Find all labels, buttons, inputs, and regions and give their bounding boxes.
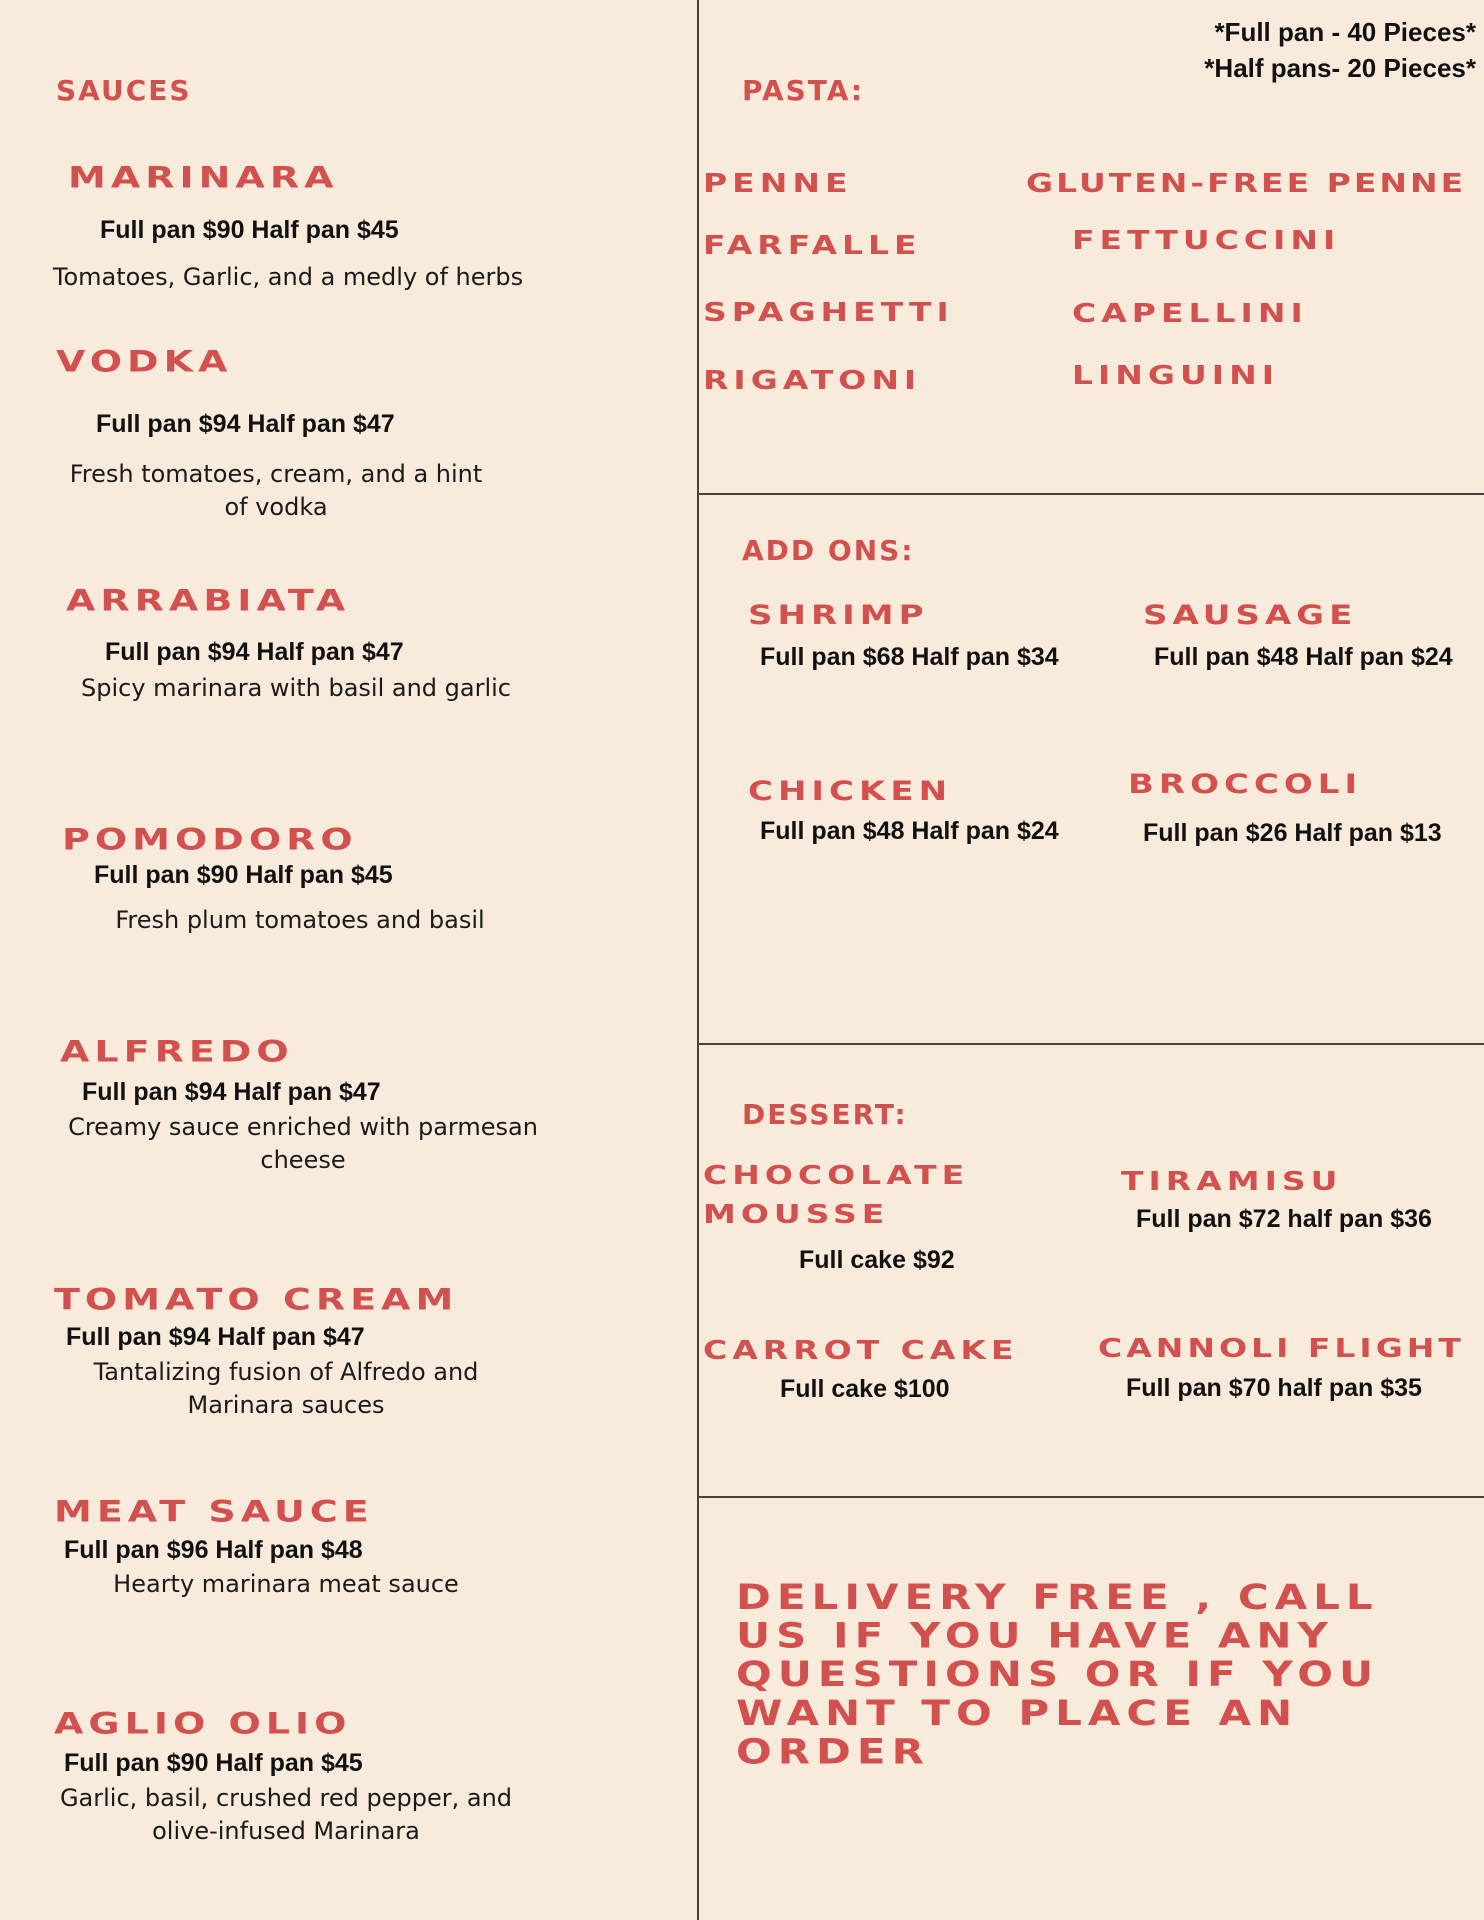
sauce-price: Full pan $90 Half pan $45	[64, 1749, 363, 1777]
addon-price: Full pan $48 Half pan $24	[760, 817, 1059, 845]
sauce-description: Tomatoes, Garlic, and a medly of herbs	[52, 263, 524, 291]
sauce-price: Full pan $96 Half pan $48	[64, 1536, 363, 1564]
dessert-price: Full cake $92	[799, 1246, 955, 1274]
addon-price: Full pan $68 Half pan $34	[760, 643, 1059, 671]
dessert-name: CANNOLI FLIGHT	[1098, 1333, 1465, 1364]
sauce-price: Full pan $90 Half pan $45	[94, 861, 393, 889]
dessert-name-line: CHOCOLATE	[703, 1160, 970, 1191]
dessert-name: TIRAMISU	[1121, 1166, 1343, 1197]
pasta-item: PENNE	[703, 168, 853, 199]
dessert-name: CARROT CAKE	[703, 1335, 1019, 1366]
addons-heading: ADD ONS:	[742, 534, 915, 567]
dessert-name-line: MOUSSE	[703, 1199, 890, 1230]
delivery-line: WANT TO PLACE AN	[736, 1692, 1299, 1733]
pasta-item: SPAGHETTI	[703, 297, 954, 328]
addon-price: Full pan $26 Half pan $13	[1143, 819, 1442, 847]
sauce-description: Fresh plum tomatoes and basil	[115, 906, 485, 934]
section-divider-pasta	[697, 493, 1484, 495]
sauce-name: POMODORO	[62, 822, 358, 857]
addon-name: SHRIMP	[748, 600, 929, 632]
pasta-item: CAPELLINI	[1072, 298, 1308, 329]
section-divider-addons	[697, 1043, 1484, 1045]
sauce-price: Full pan $94 Half pan $47	[66, 1323, 365, 1351]
sauce-description: Garlic, basil, crushed red pepper, and olive-infused Marinara	[59, 1784, 513, 1845]
section-divider-dessert	[697, 1496, 1484, 1498]
sauce-name: ALFREDO	[60, 1034, 294, 1069]
pan-size-note	[1204, 14, 1476, 86]
sauce-price: Full pan $94 Half pan $47	[82, 1078, 381, 1106]
pasta-item: GLUTEN-FREE PENNE	[1026, 168, 1467, 199]
sauce-name: ARRABIATA	[66, 583, 351, 618]
sauce-description: Tantalizing fusion of Alfredo and Marinara sauces	[93, 1358, 479, 1419]
dessert-price: Full cake $100	[780, 1375, 950, 1403]
pasta-heading: PASTA:	[742, 74, 865, 107]
delivery-message	[736, 1578, 1379, 1771]
pasta-item: FARFALLE	[703, 230, 922, 261]
delivery-line: ORDER	[736, 1731, 930, 1772]
sauce-name: TOMATO CREAM	[54, 1282, 459, 1317]
column-divider	[697, 0, 699, 1920]
pasta-item: FETTUCCINI	[1072, 225, 1341, 256]
delivery-line: QUESTIONS OR IF YOU	[736, 1654, 1380, 1695]
full-pan-note: *Full pan - 40 Pieces*	[1214, 17, 1476, 47]
sauce-name: AGLIO OLIO	[54, 1706, 352, 1741]
addon-name: CHICKEN	[748, 776, 953, 808]
sauce-price: Full pan $94 Half pan $47	[105, 638, 404, 666]
sauce-price: Full pan $90 Half pan $45	[100, 216, 399, 244]
half-pan-note: *Half pans- 20 Pieces*	[1204, 53, 1476, 83]
dessert-heading: DESSERT:	[742, 1098, 908, 1131]
pasta-item: LINGUINI	[1072, 360, 1279, 391]
sauce-name: MEAT SAUCE	[54, 1494, 374, 1529]
sauce-name: VODKA	[56, 344, 233, 379]
addon-name: SAUSAGE	[1143, 600, 1358, 632]
delivery-line: US IF YOU HAVE ANY	[736, 1615, 1334, 1656]
sauce-name: MARINARA	[68, 160, 339, 195]
dessert-price: Full pan $72 half pan $36	[1136, 1205, 1432, 1233]
sauce-description: Creamy sauce enriched with parmesan cheese	[68, 1113, 538, 1174]
sauce-price: Full pan $94 Half pan $47	[96, 410, 395, 438]
sauces-heading: SAUCES	[56, 74, 192, 107]
sauce-description: Hearty marinara meat sauce	[113, 1570, 459, 1598]
sauce-description: Fresh tomatoes, cream, and a hint of vodka	[69, 460, 483, 521]
dessert-price: Full pan $70 half pan $35	[1126, 1374, 1422, 1402]
addon-price: Full pan $48 Half pan $24	[1154, 643, 1453, 671]
sauce-description: Spicy marinara with basil and garlic	[81, 674, 511, 702]
delivery-line: DELIVERY FREE , CALL	[736, 1577, 1379, 1618]
pasta-item: RIGATONI	[703, 365, 922, 396]
addon-name: BROCCOLI	[1128, 769, 1363, 801]
